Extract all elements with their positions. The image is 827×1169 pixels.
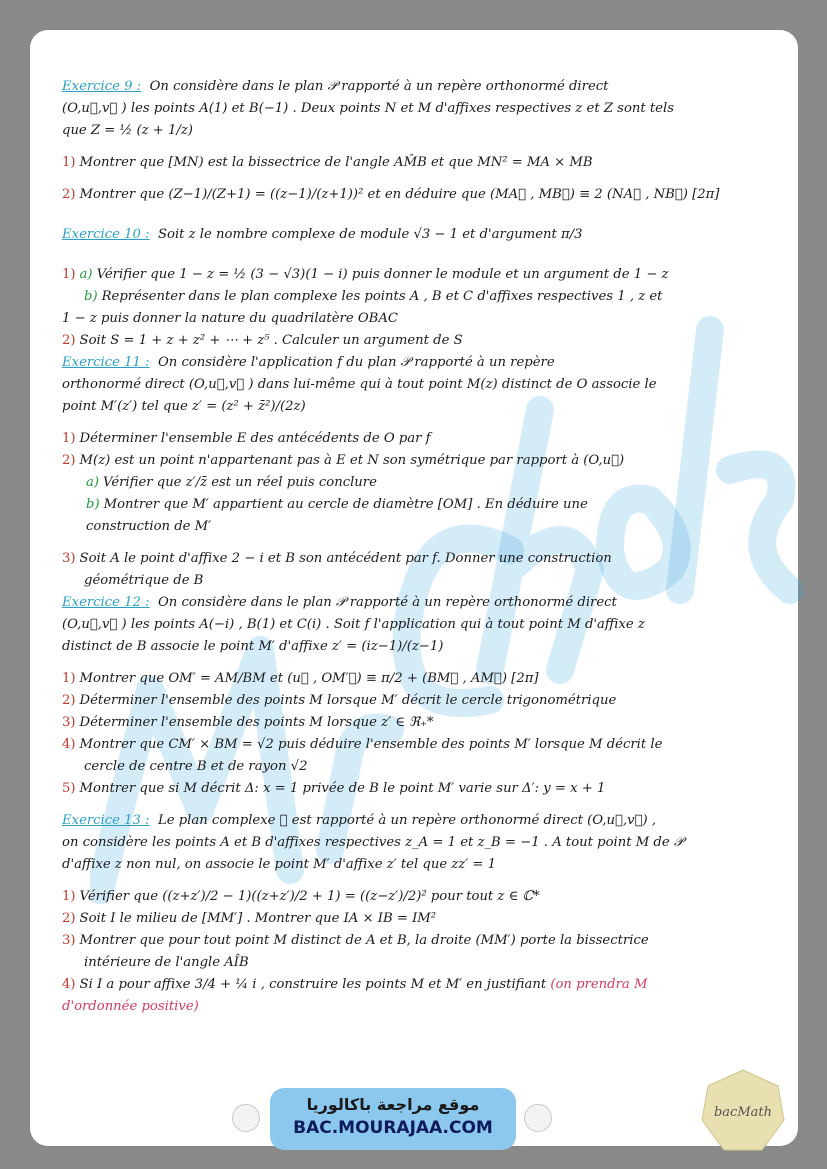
ex12-question-3: 3) Déterminer l'ensemble des points M lorsque z′ ∈ ℜ₊* xyxy=(62,715,434,730)
bacmath-badge-icon xyxy=(700,1068,786,1154)
ex11-intro: Exercice 11 : On considère l'application f du plan 𝒫 rapporté à un repère xyxy=(62,355,555,370)
ex13-question-3: 3) Montrer que pour tout point M distinct de A et B, la droite (MM′) porte la bissectrice xyxy=(62,933,649,948)
document-page xyxy=(30,30,798,1146)
ex13-intro-line3: d'affixe z non nul, on associe le point M′ d'affixe z′ tel que zz′ = 1 xyxy=(62,857,497,872)
badge-text: bacMath xyxy=(713,1105,773,1120)
ex10-question-1b: b) Représenter dans le plan complexe les points A , B et C d'affixes respectives 1 , z et xyxy=(84,289,663,304)
site-logo-right-icon xyxy=(524,1104,552,1132)
ex12-question-1: 1) Montrer que OM′ = AM/BM et (u⃗ , OM′⃗) ≡ π/2 + (BM⃗ , AM⃗) [2π] xyxy=(62,671,539,686)
ex13-question-2: 2) Soit I le milieu de [MM′] . Montrer que IA × IB = IM² xyxy=(62,911,437,926)
ex10-question-2: 2) Soit S = 1 + z + z² + ⋯ + z⁵ . Calculer un argument de S xyxy=(62,333,463,348)
footer-banner[interactable] xyxy=(270,1088,516,1150)
ex9-intro-line3: que Z = ½ (z + 1/z) xyxy=(62,123,193,138)
ex11-question-2b: b) Montrer que M′ appartient au cercle de diamètre [OM] . En déduire une xyxy=(86,497,588,512)
ex12-title: Exercice 12 : xyxy=(62,595,150,610)
ex12-intro-line2: (O,u⃗,v⃗ ) les points A(−i) , B(1) et C(i) . Soit f l'application qui à tout point M d'affixe z xyxy=(62,617,645,632)
footer-url[interactable]: BAC.MOURAJAA.COM xyxy=(293,1118,493,1138)
footer-arabic-title: موقع مراجعة باكالوريا xyxy=(306,1095,480,1114)
ex11-question-2: 2) M(z) est un point n'appartenant pas à E et N son symétrique par rapport à (O,u⃗) xyxy=(62,453,625,468)
exercise-content xyxy=(62,76,782,1018)
ex11-question-1: 1) Déterminer l'ensemble E des antécédents de O par f xyxy=(62,431,431,446)
ex9-intro-line2: (O,u⃗,v⃗ ) les points A(1) et B(−1) . Deux points N et M d'affixes respectives z et Z sont tels xyxy=(62,101,674,116)
ex12-question-4-cont: cercle de centre B et de rayon √2 xyxy=(84,759,308,774)
ex10-question-1a: 1) a) Vérifier que 1 − z = ½ (3 − √3)(1 − i) puis donner le module et un argument de 1 − z xyxy=(62,267,669,282)
ex9-title: Exercice 9 : xyxy=(62,79,142,94)
ex9-intro: Exercice 9 : On considère dans le plan 𝒫 rapporté à un repère orthonormé direct xyxy=(62,79,609,94)
ex11-title: Exercice 11 : xyxy=(62,355,150,370)
ex13-question-4: 4) Si I a pour affixe 3/4 + ¼ i , construire les points M et M′ en justifiant (on prendra M xyxy=(62,977,648,992)
ex12-intro: Exercice 12 : On considère dans le plan 𝒫 rapporté à un repère orthonormé direct xyxy=(62,595,617,610)
ex12-intro-line3: distinct de B associe le point M′ d'affixe z′ = (iz−1)/(z−1) xyxy=(62,639,444,654)
ex10-intro: Exercice 10 : Soit z le nombre complexe de module √3 − 1 et d'argument π/3 xyxy=(62,227,583,242)
ex13-intro-line2: on considère les points A et B d'affixes respectives z_A = 1 et z_B = −1 . A tout point M de 𝒫 xyxy=(62,835,684,850)
ex10-title: Exercice 10 : xyxy=(62,227,150,242)
site-logo-left-icon xyxy=(232,1104,260,1132)
ex13-title: Exercice 13 : xyxy=(62,813,150,828)
ex11-intro-line2: orthonormé direct (O,u⃗,v⃗ ) dans lui-même qui à tout point M(z) distinct de O associe le xyxy=(62,377,657,392)
ex12-question-2: 2) Déterminer l'ensemble des points M lorsque M′ décrit le cercle trigonométrique xyxy=(62,693,617,708)
ex13-question-4-note: d'ordonnée positive) xyxy=(62,999,199,1014)
ex11-question-3-cont: géométrique de B xyxy=(84,573,204,588)
ex13-intro: Exercice 13 : Le plan complexe 𝒫 est rapporté à un repère orthonormé direct (O,u⃗,v⃗) , xyxy=(62,813,657,828)
ex10-question-1b-cont: 1 − z puis donner la nature du quadrilatère OBAC xyxy=(62,311,398,326)
ex13-question-3-cont: intérieure de l'angle AÎB xyxy=(84,955,249,970)
ex13-question-1: 1) Vérifier que ((z+z′)/2 − 1)((z+z′)/2 + 1) = ((z−z′)/2)² pour tout z ∈ ℂ* xyxy=(62,889,540,904)
ex12-question-5: 5) Montrer que si M décrit Δ: x = 1 privée de B le point M′ varie sur Δ′: y = x + 1 xyxy=(62,781,606,796)
ex12-question-4: 4) Montrer que CM′ × BM = √2 puis déduire l'ensemble des points M′ lorsque M décrit le xyxy=(62,737,663,752)
ex11-intro-line3: point M′(z′) tel que z′ = (z² + z̄²)/(2z) xyxy=(62,399,306,414)
ex11-question-2b-cont: construction de M′ xyxy=(86,519,212,534)
ex9-question-2: 2) Montrer que (Z−1)/(Z+1) = ((z−1)/(z+1))² et en déduire que (MA⃗ , MB⃗) ≡ 2 (NA⃗ , NB⃗) [2π] xyxy=(62,187,720,202)
ex11-question-2a: a) Vérifier que z′/z̄ est un réel puis conclure xyxy=(86,475,377,490)
ex9-question-1: 1) Montrer que [MN) est la bissectrice de l'angle AM̂B et que MN² = MA × MB xyxy=(62,155,593,170)
ex11-question-3: 3) Soit A le point d'affixe 2 − i et B son antécédent par f. Donner une construction xyxy=(62,551,612,566)
